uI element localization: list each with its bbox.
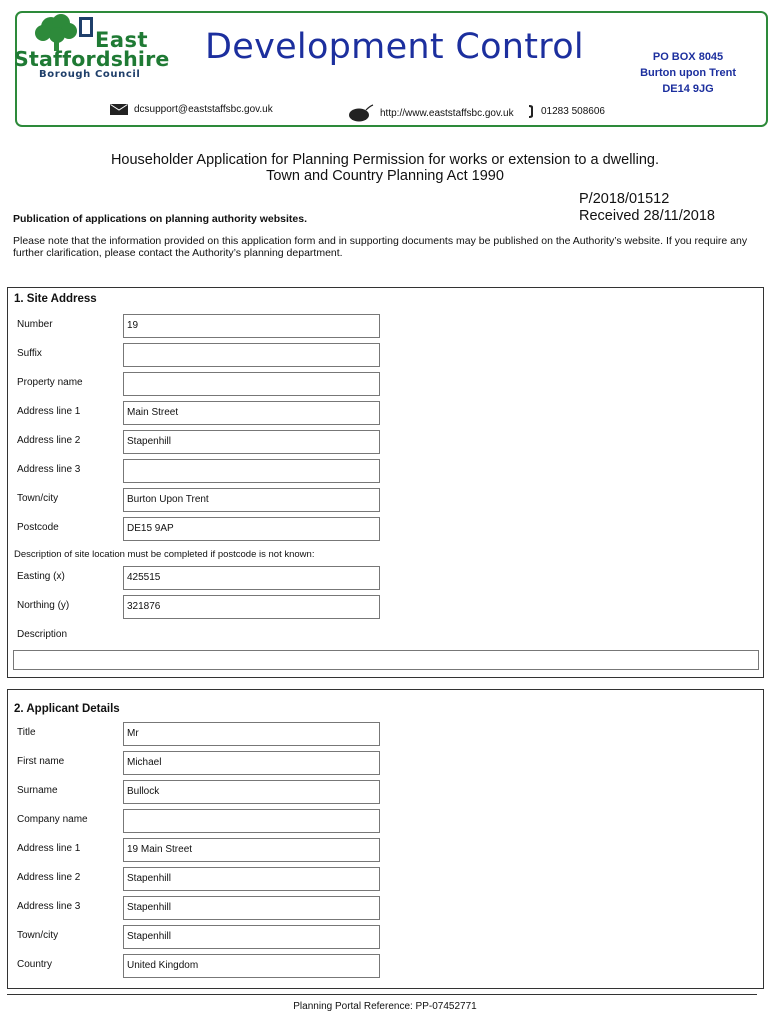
header-banner <box>15 11 768 127</box>
title-subline: Town and Country Planning Act 1990 <box>266 168 504 184</box>
field-label: Address line 3 <box>17 901 81 912</box>
email-link[interactable]: dcsupport@eaststaffsbc.gov.uk <box>134 104 273 115</box>
applicant-address-line-2-field[interactable]: Stapenhill <box>123 867 380 891</box>
footer-divider <box>7 994 757 995</box>
website-contact <box>348 104 514 122</box>
field-label: Description <box>17 629 68 640</box>
phone-number: 01283 508606 <box>541 106 605 117</box>
application-reference-stamp <box>579 191 715 225</box>
applicant-address-line-1-field[interactable]: 19 Main Street <box>123 838 380 862</box>
mouse-icon <box>348 104 374 122</box>
section-title: 2. Applicant Details <box>14 703 120 715</box>
northing-field[interactable]: 321876 <box>123 595 380 619</box>
logo-text-staffordshire: Staffordshire <box>14 47 170 71</box>
address-line: DE14 9JG <box>662 83 714 95</box>
field-label: Address line 2 <box>17 435 81 446</box>
address-line-2-field[interactable]: Stapenhill <box>123 430 380 454</box>
postal-address <box>640 49 736 97</box>
title-field[interactable]: Mr <box>123 722 380 746</box>
first-name-field[interactable]: Michael <box>123 751 380 775</box>
field-label: Number <box>17 319 53 330</box>
footer-reference: Planning Portal Reference: PP-07452771 <box>293 1001 477 1012</box>
address-line: PO BOX 8045 <box>652 51 724 63</box>
number-field[interactable]: 19 <box>123 314 380 338</box>
envelope-icon <box>110 104 128 115</box>
section-title: 1. Site Address <box>14 293 97 305</box>
field-label: Title <box>17 727 36 738</box>
field-label: Address line 2 <box>17 872 81 883</box>
company-name-field[interactable] <box>123 809 380 833</box>
location-note: Description of site location must be completed if postcode is not known: <box>14 549 315 560</box>
town-city-field[interactable]: Burton Upon Trent <box>123 488 380 512</box>
site-address-section <box>7 287 764 678</box>
publication-note: Please note that the information provided on this application form and in supporting documents may be published on the Authority’s website. If you require any further clarification, please contact the Authority’s planning department. <box>13 235 748 259</box>
suffix-field[interactable] <box>123 343 380 367</box>
field-label: Address line 3 <box>17 464 81 475</box>
field-label: Postcode <box>17 522 59 533</box>
address-line-3-field[interactable] <box>123 459 380 483</box>
description-field[interactable] <box>13 650 759 670</box>
easting-field[interactable]: 425515 <box>123 566 380 590</box>
field-label: Property name <box>17 377 83 388</box>
field-label: Surname <box>17 785 58 796</box>
field-label: Suffix <box>17 348 42 359</box>
logo-text-borough-council: Borough Council <box>39 69 141 80</box>
surname-field[interactable]: Bullock <box>123 780 380 804</box>
phone-contact <box>527 104 605 119</box>
field-label: Country <box>17 959 53 970</box>
field-label: Town/city <box>17 493 59 504</box>
reference-number: P/2018/01512 <box>579 191 670 207</box>
property-name-field[interactable] <box>123 372 380 396</box>
council-logo <box>14 13 170 93</box>
field-label: Company name <box>17 814 88 825</box>
applicant-details-section <box>7 689 764 989</box>
publication-heading: Publication of applications on planning authority websites. <box>13 213 308 225</box>
document-title <box>0 152 770 184</box>
country-field[interactable]: United Kingdom <box>123 954 380 978</box>
field-label: Town/city <box>17 930 59 941</box>
received-date: Received 28/11/2018 <box>579 208 715 224</box>
title-line: Householder Application for Planning Permission for works or extension to a dwelling. <box>110 152 660 168</box>
postcode-field[interactable]: DE15 9AP <box>123 517 380 541</box>
website-link[interactable]: http://www.eaststaffsbc.gov.uk <box>380 107 514 119</box>
field-label: Northing (y) <box>17 600 70 611</box>
applicant-address-line-3-field[interactable]: Stapenhill <box>123 896 380 920</box>
applicant-town-city-field[interactable]: Stapenhill <box>123 925 380 949</box>
banner-title: Development Control <box>205 27 584 67</box>
phone-icon <box>527 104 535 119</box>
logo-text-east: East <box>95 28 149 52</box>
address-line: Burton upon Trent <box>640 67 736 79</box>
field-label: Address line 1 <box>17 843 81 854</box>
email-contact <box>110 104 273 115</box>
address-line-1-field[interactable]: Main Street <box>123 401 380 425</box>
field-label: Easting (x) <box>17 571 65 582</box>
field-label: Address line 1 <box>17 406 81 417</box>
field-label: First name <box>17 756 65 767</box>
